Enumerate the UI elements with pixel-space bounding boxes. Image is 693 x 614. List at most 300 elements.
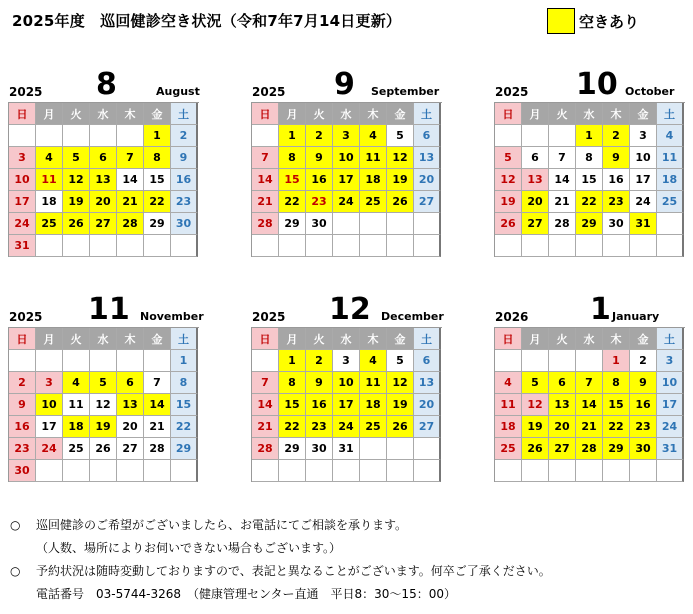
calendar-day: 9 <box>306 372 333 394</box>
calendar-day: 1 <box>576 125 603 147</box>
calendar-empty-cell <box>657 235 684 257</box>
calendar-day: 22 <box>279 416 306 438</box>
note-3 <box>10 560 551 583</box>
calendar-day: 15 <box>279 169 306 191</box>
calendar-empty-cell <box>360 460 387 482</box>
calendar-day: 21 <box>549 191 576 213</box>
calendar-day: 16 <box>306 394 333 416</box>
calendar-day: 16 <box>306 169 333 191</box>
calendar-year: 2025 <box>9 310 43 324</box>
calendar-day: 29 <box>171 438 198 460</box>
calendar-day: 11 <box>657 147 684 169</box>
calendar-day: 15 <box>144 169 171 191</box>
calendar-empty-cell <box>9 125 36 147</box>
calendar-month-number: 11 <box>88 292 130 327</box>
weekday-header: 金 <box>144 328 171 350</box>
calendar-empty-cell <box>252 235 279 257</box>
calendar-day: 29 <box>603 438 630 460</box>
calendar-day: 8 <box>603 372 630 394</box>
calendar-empty-cell <box>63 235 90 257</box>
legend-label: 空きあり <box>579 12 640 31</box>
calendar-day: 31 <box>657 438 684 460</box>
calendar-day: 5 <box>63 147 90 169</box>
calendar-day: 3 <box>9 147 36 169</box>
calendar-empty-cell <box>144 350 171 372</box>
calendar-day: 2 <box>603 125 630 147</box>
calendar-day: 3 <box>630 125 657 147</box>
calendar-month-english: September <box>371 85 440 98</box>
calendar-day: 28 <box>144 438 171 460</box>
calendar-day: 2 <box>630 350 657 372</box>
calendar-day: 2 <box>171 125 198 147</box>
weekday-header: 土 <box>657 328 684 350</box>
calendar-month-english: December <box>381 310 444 323</box>
calendar-empty-cell <box>36 235 63 257</box>
calendar-day: 15 <box>603 394 630 416</box>
calendar-day: 5 <box>387 350 414 372</box>
weekday-header: 月 <box>522 328 549 350</box>
calendar-empty-cell <box>63 350 90 372</box>
calendar-empty-cell <box>657 460 684 482</box>
calendar-empty-cell <box>522 125 549 147</box>
calendar-empty-cell <box>360 235 387 257</box>
calendar-day: 11 <box>495 394 522 416</box>
calendar-day: 29 <box>576 213 603 235</box>
calendar-day: 9 <box>603 147 630 169</box>
calendar-day: 19 <box>387 394 414 416</box>
note-bullet: ○ <box>10 564 21 578</box>
calendar-day: 17 <box>333 394 360 416</box>
calendar-day: 3 <box>333 125 360 147</box>
calendar-day: 26 <box>387 416 414 438</box>
weekday-header: 月 <box>279 103 306 125</box>
calendar-month <box>494 287 689 482</box>
weekday-header: 水 <box>90 328 117 350</box>
note-2 <box>10 537 551 560</box>
calendar-empty-cell <box>630 460 657 482</box>
calendar-day: 8 <box>279 372 306 394</box>
calendar-day: 23 <box>171 191 198 213</box>
calendar-day: 8 <box>279 147 306 169</box>
calendar-day: 11 <box>36 169 63 191</box>
weekday-header: 木 <box>360 103 387 125</box>
calendar-month <box>251 62 446 257</box>
calendar-day: 5 <box>90 372 117 394</box>
calendar-day: 30 <box>306 438 333 460</box>
calendar-grid <box>8 327 199 482</box>
calendar-day: 24 <box>333 416 360 438</box>
calendar-grid <box>494 102 685 257</box>
calendar-day: 31 <box>630 213 657 235</box>
calendar-day: 4 <box>495 372 522 394</box>
weekday-header: 火 <box>63 103 90 125</box>
calendar-empty-cell <box>549 460 576 482</box>
weekday-header: 金 <box>387 103 414 125</box>
phone-info: 電話番号 03-5744-3268 （健康管理センター直通 平日8：30～15：00） <box>36 587 456 601</box>
calendar-day: 4 <box>657 125 684 147</box>
weekday-header: 月 <box>36 328 63 350</box>
calendar-day: 12 <box>495 169 522 191</box>
calendar-year: 2025 <box>9 85 43 99</box>
calendar-day: 24 <box>36 438 63 460</box>
calendar-day: 13 <box>117 394 144 416</box>
calendar-empty-cell <box>252 350 279 372</box>
calendar-day: 29 <box>279 438 306 460</box>
calendar-day: 13 <box>549 394 576 416</box>
calendar-day: 1 <box>279 125 306 147</box>
calendar-day: 12 <box>387 147 414 169</box>
calendar-day: 20 <box>414 394 441 416</box>
weekday-header: 水 <box>333 328 360 350</box>
calendar-day: 6 <box>414 350 441 372</box>
calendar-day: 27 <box>90 213 117 235</box>
calendar-day: 1 <box>603 350 630 372</box>
calendar-day: 28 <box>252 438 279 460</box>
calendar-grid <box>251 327 442 482</box>
calendar-day: 12 <box>387 372 414 394</box>
calendar-empty-cell <box>549 235 576 257</box>
calendar-day: 15 <box>171 394 198 416</box>
calendar-day: 6 <box>522 147 549 169</box>
calendar-day: 20 <box>117 416 144 438</box>
calendar-day: 12 <box>90 394 117 416</box>
calendar-day: 15 <box>576 169 603 191</box>
note-4 <box>10 583 551 606</box>
calendar-empty-cell <box>306 235 333 257</box>
calendar-empty-cell <box>63 460 90 482</box>
calendar-day: 16 <box>630 394 657 416</box>
calendar-day: 30 <box>9 460 36 482</box>
calendar-day: 3 <box>657 350 684 372</box>
calendar-day: 11 <box>63 394 90 416</box>
legend-swatch-available <box>547 8 575 34</box>
calendar-empty-cell <box>414 438 441 460</box>
calendar-empty-cell <box>495 235 522 257</box>
note-text: 予約状況は随時変動しておりますので、表記と異なることがございます。何卒ご了承ください。 <box>36 564 551 578</box>
weekday-header: 水 <box>576 103 603 125</box>
calendar-month-number: 12 <box>329 292 371 327</box>
calendar-day: 16 <box>171 169 198 191</box>
calendar-day: 5 <box>522 372 549 394</box>
calendar-header <box>494 62 689 102</box>
calendar-day: 4 <box>360 350 387 372</box>
calendar-empty-cell <box>549 350 576 372</box>
calendar-day: 21 <box>576 416 603 438</box>
calendar-empty-cell <box>252 460 279 482</box>
calendar-day: 1 <box>144 125 171 147</box>
calendar-day: 13 <box>90 169 117 191</box>
weekday-header: 火 <box>63 328 90 350</box>
calendar-day: 20 <box>522 191 549 213</box>
calendar-day: 21 <box>117 191 144 213</box>
calendar-empty-cell <box>333 460 360 482</box>
weekday-header: 土 <box>414 328 441 350</box>
calendar-day: 18 <box>360 394 387 416</box>
calendar-empty-cell <box>387 213 414 235</box>
calendar-day: 25 <box>63 438 90 460</box>
calendar-month <box>251 287 446 482</box>
calendar-empty-cell <box>117 125 144 147</box>
calendar-day: 10 <box>9 169 36 191</box>
calendar-empty-cell <box>387 438 414 460</box>
calendar-empty-cell <box>36 125 63 147</box>
calendar-day: 25 <box>657 191 684 213</box>
calendar-empty-cell <box>495 460 522 482</box>
calendar-day: 14 <box>576 394 603 416</box>
legend <box>547 8 639 34</box>
calendar-day: 27 <box>549 438 576 460</box>
calendar-month-english: October <box>625 85 675 98</box>
calendar-empty-cell <box>90 125 117 147</box>
calendar-day: 6 <box>117 372 144 394</box>
calendar-day: 18 <box>657 169 684 191</box>
calendar-day: 7 <box>252 147 279 169</box>
calendar-year: 2025 <box>252 310 286 324</box>
note-1 <box>10 514 551 537</box>
calendar-day: 18 <box>495 416 522 438</box>
calendar-day: 17 <box>36 416 63 438</box>
calendar-empty-cell <box>90 350 117 372</box>
calendar-day: 5 <box>495 147 522 169</box>
weekday-header: 土 <box>171 103 198 125</box>
calendar-day: 7 <box>549 147 576 169</box>
calendar-day: 18 <box>63 416 90 438</box>
calendar-empty-cell <box>414 213 441 235</box>
notes <box>10 514 551 606</box>
calendar-grid <box>494 327 685 482</box>
calendar-day: 9 <box>171 147 198 169</box>
calendar-day: 3 <box>333 350 360 372</box>
calendar-day: 12 <box>522 394 549 416</box>
calendar-header <box>251 62 446 102</box>
calendar-day: 17 <box>657 394 684 416</box>
calendar-day: 8 <box>576 147 603 169</box>
calendar-day: 26 <box>495 213 522 235</box>
calendar-day: 8 <box>144 147 171 169</box>
calendar-day: 23 <box>306 191 333 213</box>
calendar-day: 20 <box>90 191 117 213</box>
calendar-empty-cell <box>522 460 549 482</box>
calendar-month-number: 9 <box>334 67 355 102</box>
calendar-empty-cell <box>522 235 549 257</box>
weekday-header: 木 <box>603 103 630 125</box>
calendar-day: 3 <box>36 372 63 394</box>
weekday-header: 日 <box>9 103 36 125</box>
calendar-day: 21 <box>144 416 171 438</box>
calendar-day: 9 <box>630 372 657 394</box>
calendar-day: 14 <box>549 169 576 191</box>
calendar-day: 20 <box>414 169 441 191</box>
calendar-empty-cell <box>63 125 90 147</box>
weekday-header: 木 <box>117 328 144 350</box>
calendar-empty-cell <box>333 213 360 235</box>
calendar-day: 23 <box>306 416 333 438</box>
calendar-day: 19 <box>63 191 90 213</box>
calendar-day: 10 <box>630 147 657 169</box>
calendar-month <box>494 62 689 257</box>
calendar-empty-cell <box>90 235 117 257</box>
calendar-month-number: 10 <box>576 67 618 102</box>
calendar-day: 19 <box>387 169 414 191</box>
calendar-day: 25 <box>36 213 63 235</box>
calendar-day: 2 <box>306 125 333 147</box>
calendar-day: 5 <box>387 125 414 147</box>
calendar-empty-cell <box>252 125 279 147</box>
calendar-empty-cell <box>279 235 306 257</box>
calendar-day: 18 <box>360 169 387 191</box>
calendar-empty-cell <box>630 235 657 257</box>
calendar-day: 7 <box>144 372 171 394</box>
calendar-empty-cell <box>279 460 306 482</box>
calendar-empty-cell <box>144 460 171 482</box>
calendar-day: 19 <box>522 416 549 438</box>
calendar-year: 2025 <box>495 85 529 99</box>
calendar-day: 28 <box>576 438 603 460</box>
weekday-header: 日 <box>9 328 36 350</box>
calendar-day: 27 <box>117 438 144 460</box>
calendar-day: 26 <box>63 213 90 235</box>
calendar-day: 14 <box>117 169 144 191</box>
calendar-day: 22 <box>603 416 630 438</box>
calendar-empty-cell <box>603 460 630 482</box>
calendar-day: 22 <box>144 191 171 213</box>
weekday-header: 金 <box>630 328 657 350</box>
weekday-header: 木 <box>117 103 144 125</box>
calendar-day: 21 <box>252 191 279 213</box>
calendar-day: 30 <box>306 213 333 235</box>
calendar-header <box>251 287 446 327</box>
weekday-header: 金 <box>144 103 171 125</box>
calendar-empty-cell <box>117 350 144 372</box>
calendar-day: 28 <box>117 213 144 235</box>
calendar-empty-cell <box>657 213 684 235</box>
calendar-month <box>8 287 203 482</box>
calendar-header <box>494 287 689 327</box>
calendar-empty-cell <box>576 460 603 482</box>
calendar-day: 28 <box>549 213 576 235</box>
calendar-empty-cell <box>171 460 198 482</box>
calendar-day: 12 <box>63 169 90 191</box>
calendar-day: 17 <box>630 169 657 191</box>
calendar-empty-cell <box>36 350 63 372</box>
weekday-header: 日 <box>495 328 522 350</box>
weekday-header: 日 <box>495 103 522 125</box>
calendar-month-english: August <box>156 85 200 98</box>
weekday-header: 火 <box>306 328 333 350</box>
calendar-header <box>8 287 203 327</box>
calendar-empty-cell <box>495 125 522 147</box>
calendar-day: 4 <box>360 125 387 147</box>
calendar-empty-cell <box>576 350 603 372</box>
calendar-empty-cell <box>387 460 414 482</box>
calendar-day: 2 <box>306 350 333 372</box>
weekday-header: 土 <box>414 103 441 125</box>
calendar-empty-cell <box>360 213 387 235</box>
calendar-empty-cell <box>171 235 198 257</box>
calendar-day: 26 <box>90 438 117 460</box>
calendar-empty-cell <box>117 460 144 482</box>
calendar-day: 30 <box>603 213 630 235</box>
calendar-day: 10 <box>333 372 360 394</box>
calendar-day: 9 <box>306 147 333 169</box>
weekday-header: 土 <box>657 103 684 125</box>
calendar-empty-cell <box>603 235 630 257</box>
calendar-day: 25 <box>360 416 387 438</box>
calendar-day: 11 <box>360 147 387 169</box>
calendar-day: 30 <box>171 213 198 235</box>
weekday-header: 月 <box>522 103 549 125</box>
calendar-empty-cell <box>90 460 117 482</box>
calendar-empty-cell <box>360 438 387 460</box>
calendar-day: 26 <box>387 191 414 213</box>
calendar-empty-cell <box>495 350 522 372</box>
weekday-header: 日 <box>252 328 279 350</box>
calendar-day: 25 <box>360 191 387 213</box>
calendar-day: 24 <box>657 416 684 438</box>
calendar-month-number: 8 <box>96 67 117 102</box>
calendar-empty-cell <box>9 350 36 372</box>
calendar-day: 6 <box>90 147 117 169</box>
weekday-header: 木 <box>603 328 630 350</box>
calendar-day: 13 <box>414 147 441 169</box>
calendar-day: 17 <box>333 169 360 191</box>
weekday-header: 火 <box>549 103 576 125</box>
calendar-day: 22 <box>279 191 306 213</box>
weekday-header: 月 <box>279 328 306 350</box>
calendar-day: 27 <box>522 213 549 235</box>
weekday-header: 土 <box>171 328 198 350</box>
note-text: （人数、場所によりお伺いできない場合もございます。） <box>36 541 342 555</box>
weekday-header: 火 <box>306 103 333 125</box>
calendar-year: 2026 <box>495 310 529 324</box>
calendar-day: 10 <box>333 147 360 169</box>
calendar-day: 20 <box>549 416 576 438</box>
page-title: 2025年度 巡回健診空き状況（令和7年7月14日更新） <box>12 12 402 30</box>
calendar-empty-cell <box>306 460 333 482</box>
weekday-header: 水 <box>576 328 603 350</box>
calendar-grid <box>8 102 199 257</box>
calendar-day: 23 <box>9 438 36 460</box>
calendar-day: 2 <box>9 372 36 394</box>
calendar-day: 24 <box>333 191 360 213</box>
calendar-empty-cell <box>576 235 603 257</box>
calendar-day: 29 <box>279 213 306 235</box>
calendar-day: 31 <box>333 438 360 460</box>
weekday-header: 金 <box>630 103 657 125</box>
calendar-day: 22 <box>576 191 603 213</box>
calendar-day: 25 <box>495 438 522 460</box>
weekday-header: 月 <box>36 103 63 125</box>
calendar-day: 11 <box>360 372 387 394</box>
calendar-day: 24 <box>630 191 657 213</box>
calendar-day: 14 <box>144 394 171 416</box>
calendar-day: 1 <box>171 350 198 372</box>
calendar-empty-cell <box>387 235 414 257</box>
calendar-day: 21 <box>252 416 279 438</box>
calendar-day: 18 <box>36 191 63 213</box>
calendar-day: 30 <box>630 438 657 460</box>
calendar-empty-cell <box>117 235 144 257</box>
calendar-day: 8 <box>171 372 198 394</box>
weekday-header: 水 <box>333 103 360 125</box>
weekday-header: 木 <box>360 328 387 350</box>
calendar-day: 14 <box>252 394 279 416</box>
calendar-day: 4 <box>63 372 90 394</box>
calendar-day: 26 <box>522 438 549 460</box>
calendar-day: 22 <box>171 416 198 438</box>
note-bullet: ○ <box>10 518 21 532</box>
weekday-header: 日 <box>252 103 279 125</box>
